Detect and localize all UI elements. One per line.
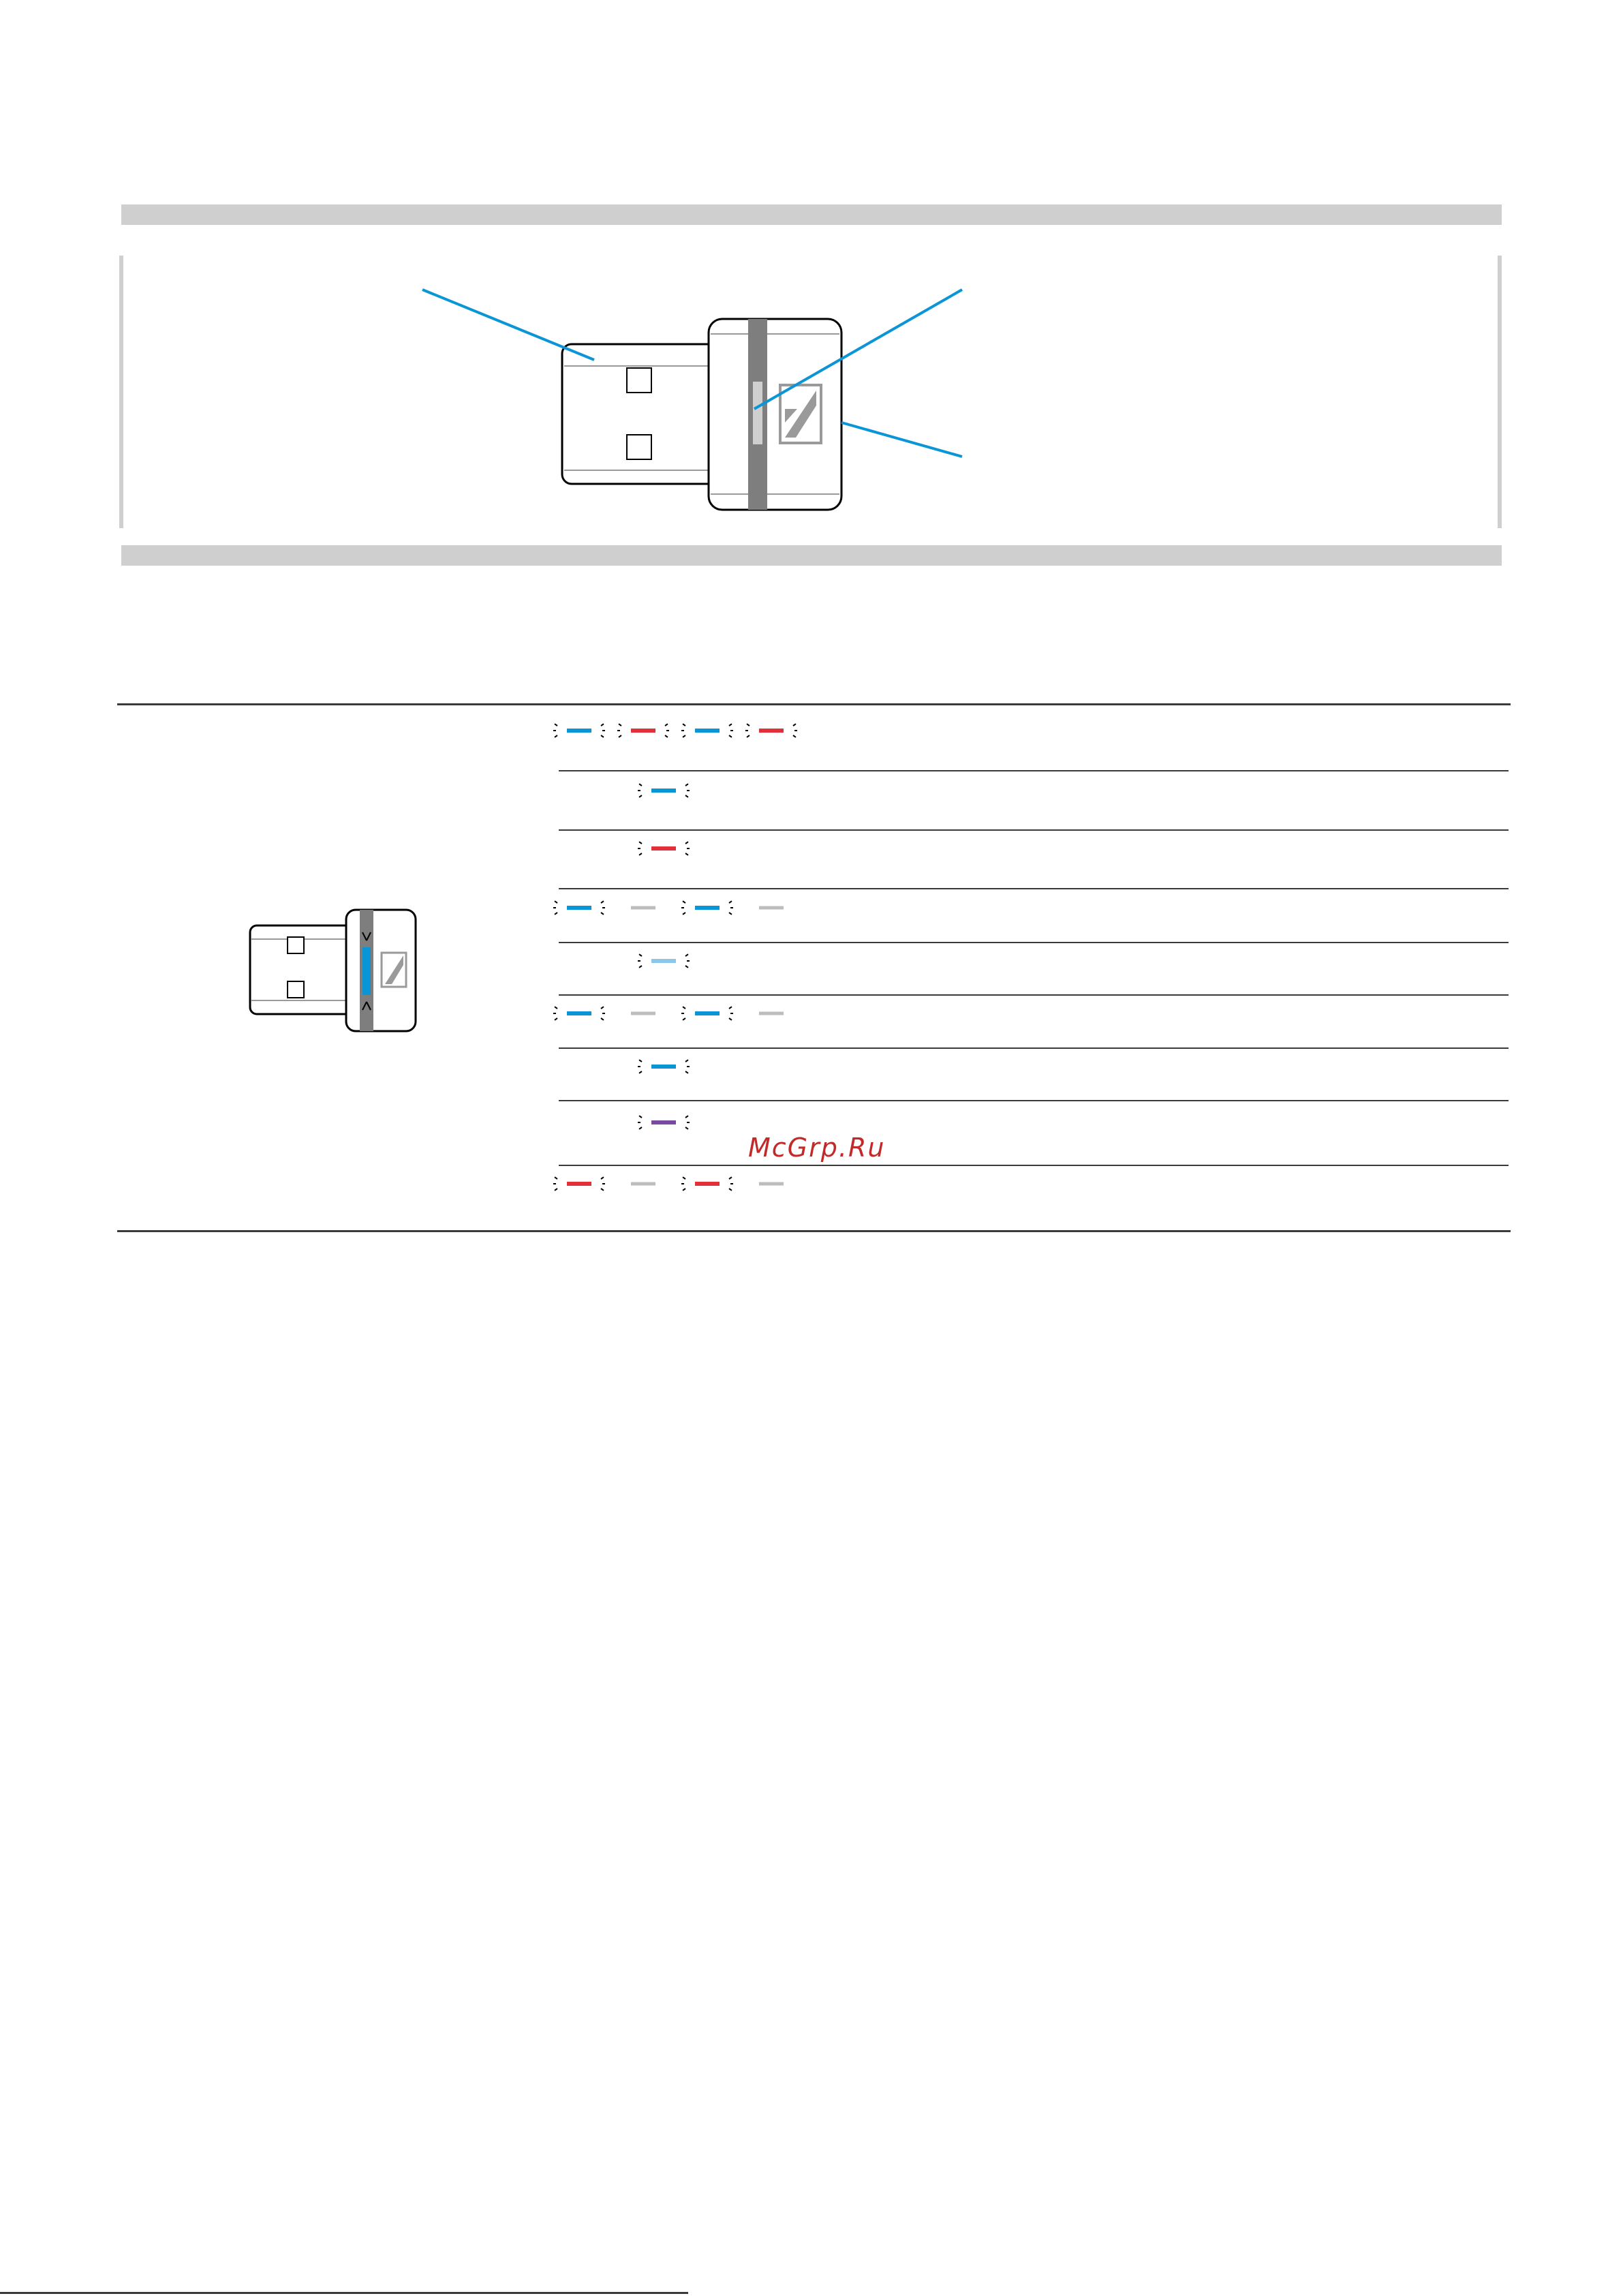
blink-ray-icon <box>681 901 685 915</box>
blink-ray-icon <box>601 1177 605 1191</box>
blink-ray-icon <box>638 784 642 797</box>
usb-dongle-icon <box>562 319 841 510</box>
blink-ray-icon <box>553 1177 557 1191</box>
blink-ray-icon <box>685 784 690 797</box>
usb-plug-callout <box>422 290 594 360</box>
blink-ray-icon <box>601 901 605 915</box>
blink-ray-icon <box>638 1060 642 1073</box>
led-indicator <box>362 947 371 995</box>
blink-ray-icon <box>638 954 642 968</box>
usb-plug-hole-top <box>627 368 651 393</box>
blink-ray-icon <box>681 1177 685 1191</box>
led-window <box>753 382 762 444</box>
usb-dongle-figure <box>0 0 1623 613</box>
blink-ray-icon <box>685 1060 690 1073</box>
blink-ray-icon <box>638 842 642 855</box>
blink-ray-icon <box>729 1007 733 1020</box>
blink-ray-icon <box>681 1007 685 1020</box>
blink-ray-icon <box>638 1116 642 1129</box>
footer-rule <box>0 2292 688 2294</box>
blink-ray-icon <box>729 724 733 737</box>
blink-ray-icon <box>793 724 797 737</box>
sennheiser-logo-icon <box>780 385 821 443</box>
blink-ray-icon <box>729 901 733 915</box>
blink-ray-icon <box>553 901 557 915</box>
usb-plug-hole-bottom <box>627 435 651 459</box>
blink-ray-icon <box>665 724 669 737</box>
blink-ray-icon <box>681 724 685 737</box>
blink-ray-icon <box>617 724 621 737</box>
blink-ray-icon <box>601 1007 605 1020</box>
blink-ray-icon <box>685 954 690 968</box>
blink-ray-icon <box>601 724 605 737</box>
blink-ray-icon <box>553 1007 557 1020</box>
usb-plug <box>562 344 722 484</box>
blink-ray-icon <box>553 724 557 737</box>
blink-ray-icon <box>729 1177 733 1191</box>
blink-ray-icon <box>685 1116 690 1129</box>
housing-callout <box>841 423 962 457</box>
watermark: McGrp.Ru <box>748 1133 886 1163</box>
blink-ray-icon <box>745 724 749 737</box>
usb-dongle-led-icon <box>245 900 422 1036</box>
blink-ray-icon <box>685 842 690 855</box>
